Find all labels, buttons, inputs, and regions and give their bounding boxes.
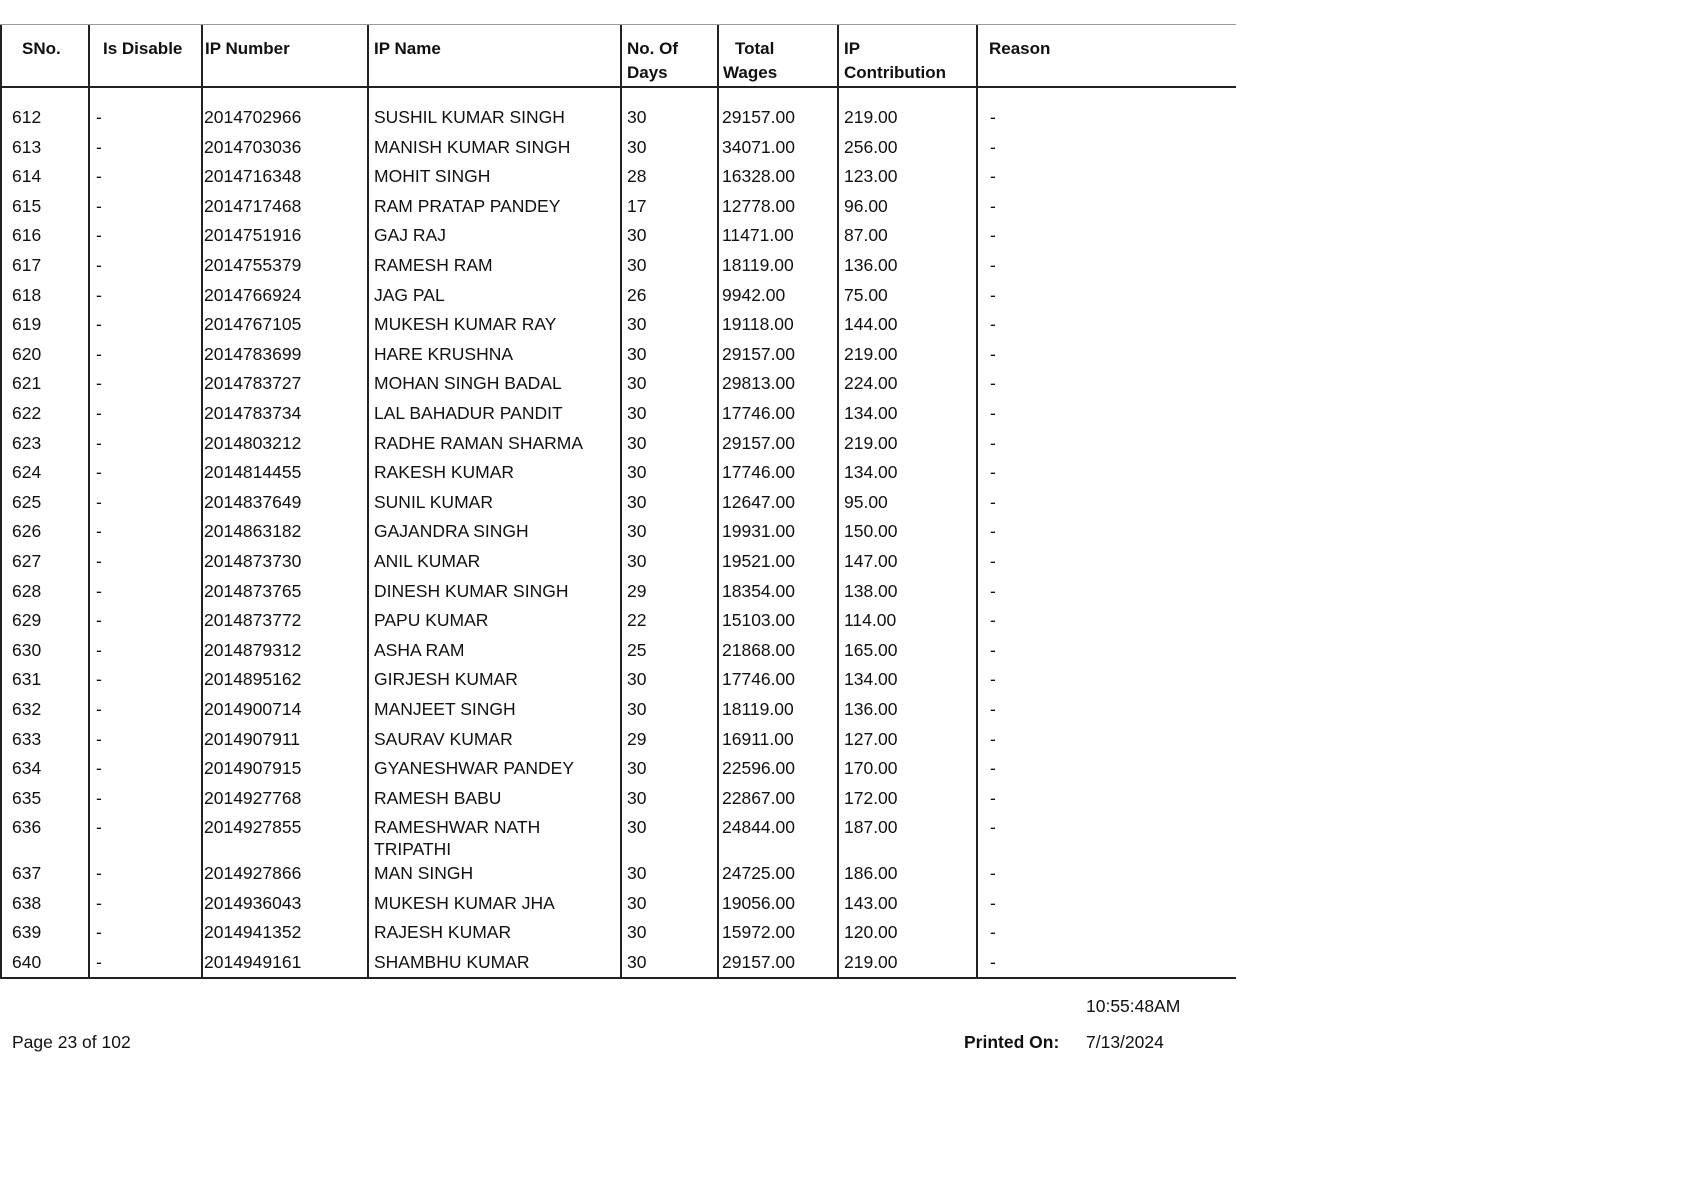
cell-total-wages: 16328.00 xyxy=(722,166,795,187)
cell-ip-contribution: 134.00 xyxy=(844,403,898,423)
cell-total-wages: 22596.00 xyxy=(722,758,795,779)
cell-is-disable: - xyxy=(96,255,102,275)
cell-is-disable: - xyxy=(96,699,102,719)
cell-ip-number: 2014803212 xyxy=(204,432,302,453)
cell-sno: 633 xyxy=(12,728,42,749)
cell-total-wages: 12647.00 xyxy=(722,491,795,512)
cell-sno: 632 xyxy=(12,699,42,719)
header-ip-number: IP Number xyxy=(205,39,290,58)
cell-ip-contribution: 224.00 xyxy=(844,373,898,394)
header-no-of-days-line1: No. Of xyxy=(627,39,678,58)
cell-is-disable: - xyxy=(96,343,102,364)
cell-ip-contribution: 134.00 xyxy=(844,669,898,690)
cell-is-disable: - xyxy=(96,521,102,542)
cell-is-disable: - xyxy=(96,551,102,571)
cell-ip-number: 2014941352 xyxy=(204,922,302,943)
cell-days: 30 xyxy=(627,314,647,335)
column-divider xyxy=(88,25,90,979)
cell-sno: 634 xyxy=(12,758,42,779)
header-no-of-days xyxy=(627,25,678,86)
cell-ip-name: RAJESH KUMAR xyxy=(374,922,512,943)
cell-days: 30 xyxy=(627,491,647,512)
cell-reason: - xyxy=(990,343,996,364)
cell-ip-name: GYANESHWAR PANDEY xyxy=(374,758,574,779)
cell-sno: 638 xyxy=(12,892,42,913)
cell-is-disable: - xyxy=(96,669,102,690)
cell-sno: 625 xyxy=(12,491,42,512)
cell-ip-contribution: 172.00 xyxy=(844,787,898,808)
cell-total-wages: 17746.00 xyxy=(722,462,795,483)
header-ip-contribution-line1: IP xyxy=(844,39,861,58)
cell-is-disable: - xyxy=(96,580,102,601)
header-ip-contribution xyxy=(844,25,946,86)
cell-is-disable: - xyxy=(96,166,102,187)
cell-ip-number: 2014783699 xyxy=(204,343,302,364)
cell-days: 30 xyxy=(627,343,647,364)
header-total-wages-line1: Total xyxy=(735,39,775,58)
cell-reason: - xyxy=(990,580,996,601)
cell-ip-contribution: 134.00 xyxy=(844,462,898,483)
cell-is-disable: - xyxy=(96,817,102,838)
cell-ip-name: GAJ RAJ xyxy=(374,225,446,246)
cell-reason: - xyxy=(990,951,996,972)
cell-sno: 612 xyxy=(12,107,42,127)
cell-ip-contribution: 87.00 xyxy=(844,225,888,246)
cell-ip-number: 2014907915 xyxy=(204,758,302,779)
cell-is-disable: - xyxy=(96,107,102,127)
cell-days: 30 xyxy=(627,432,647,453)
cell-ip-name: RAMESH BABU xyxy=(374,787,502,808)
cell-ip-name: MAN SINGH xyxy=(374,863,474,883)
cell-ip-number: 2014949161 xyxy=(204,951,302,972)
header-total-wages-line2: Wages xyxy=(723,63,778,82)
cell-total-wages: 19118.00 xyxy=(722,314,794,335)
cell-ip-number: 2014837649 xyxy=(204,491,302,512)
cell-ip-name: SUNIL KUMAR xyxy=(374,491,493,512)
cell-ip-name: MUKESH KUMAR JHA xyxy=(374,892,555,913)
cell-is-disable: - xyxy=(96,892,102,913)
cell-ip-contribution: 150.00 xyxy=(844,521,898,542)
cell-total-wages: 19931.00 xyxy=(722,521,795,542)
cell-sno: 621 xyxy=(12,373,42,394)
header-reason: Reason xyxy=(989,39,1051,58)
cell-ip-name: PAPU KUMAR xyxy=(374,610,489,631)
cell-ip-contribution: 136.00 xyxy=(844,255,898,275)
cell-ip-number: 2014814455 xyxy=(204,462,302,483)
cell-ip-contribution: 219.00 xyxy=(844,107,898,127)
cell-sno: 626 xyxy=(12,521,42,542)
cell-ip-contribution: 136.00 xyxy=(844,699,898,719)
cell-ip-number: 2014879312 xyxy=(204,639,302,660)
cell-ip-contribution: 187.00 xyxy=(844,817,898,838)
cell-sno: 620 xyxy=(12,343,42,364)
cell-is-disable: - xyxy=(96,373,102,394)
cell-ip-name: SUSHIL KUMAR SINGH xyxy=(374,107,565,127)
cell-is-disable: - xyxy=(96,491,102,512)
column-divider xyxy=(0,25,2,979)
cell-sno: 631 xyxy=(12,669,42,690)
cell-reason: - xyxy=(990,639,996,660)
column-divider xyxy=(717,25,719,979)
cell-ip-number: 2014702966 xyxy=(204,107,302,127)
cell-sno: 613 xyxy=(12,136,42,157)
cell-days: 25 xyxy=(627,639,647,660)
cell-reason: - xyxy=(990,432,996,453)
cell-sno: 630 xyxy=(12,639,42,660)
cell-reason: - xyxy=(990,758,996,779)
cell-days: 30 xyxy=(627,551,647,571)
cell-days: 30 xyxy=(627,462,647,483)
cell-total-wages: 18119.00 xyxy=(722,699,794,719)
cell-days: 30 xyxy=(627,255,647,275)
cell-ip-contribution: 127.00 xyxy=(844,728,898,749)
cell-ip-name: MUKESH KUMAR RAY xyxy=(374,314,557,335)
cell-ip-contribution: 123.00 xyxy=(844,166,898,187)
cell-is-disable: - xyxy=(96,284,102,305)
cell-ip-contribution: 170.00 xyxy=(844,758,898,779)
cell-ip-number: 2014717468 xyxy=(204,195,302,216)
cell-is-disable: - xyxy=(96,639,102,660)
cell-total-wages: 17746.00 xyxy=(722,403,795,423)
cell-sno: 618 xyxy=(12,284,42,305)
cell-days: 22 xyxy=(627,610,647,631)
cell-total-wages: 12778.00 xyxy=(722,195,795,216)
page-number: Page 23 of 102 xyxy=(12,1032,131,1052)
cell-reason: - xyxy=(990,225,996,246)
cell-reason: - xyxy=(990,255,996,275)
cell-sno: 615 xyxy=(12,195,42,216)
cell-sno: 619 xyxy=(12,314,42,335)
cell-total-wages: 21868.00 xyxy=(722,639,795,660)
printed-on-label: Printed On: xyxy=(964,1032,1060,1052)
header-ip-contribution-line2: Contribution xyxy=(844,63,946,82)
cell-reason: - xyxy=(990,787,996,808)
cell-ip-number: 2014751916 xyxy=(204,225,302,246)
cell-ip-contribution: 95.00 xyxy=(844,491,888,512)
cell-ip-name: RAMESHWAR NATH TRIPATHI xyxy=(374,817,541,860)
cell-ip-name: DINESH KUMAR SINGH xyxy=(374,580,569,601)
cell-reason: - xyxy=(990,462,996,483)
cell-reason: - xyxy=(990,136,996,157)
cell-total-wages: 11471.00 xyxy=(722,225,794,246)
header-is-disable: Is Disable xyxy=(103,39,183,58)
cell-days: 30 xyxy=(627,699,647,719)
cell-days: 30 xyxy=(627,951,647,972)
cell-sno: 624 xyxy=(12,462,42,483)
cell-sno: 622 xyxy=(12,403,42,423)
cell-total-wages: 29157.00 xyxy=(722,343,795,364)
cell-reason: - xyxy=(990,107,996,127)
cell-ip-contribution: 143.00 xyxy=(844,892,898,913)
cell-ip-name: RAKESH KUMAR xyxy=(374,462,515,483)
cell-reason: - xyxy=(990,728,996,749)
cell-sno: 617 xyxy=(12,255,42,275)
cell-days: 30 xyxy=(627,922,647,943)
header-sno: SNo. xyxy=(22,39,61,58)
cell-reason: - xyxy=(990,699,996,719)
cell-days: 29 xyxy=(627,728,647,749)
cell-sno: 614 xyxy=(12,166,42,187)
cell-sno: 629 xyxy=(12,610,42,631)
cell-ip-contribution: 186.00 xyxy=(844,863,898,883)
cell-reason: - xyxy=(990,922,996,943)
cell-total-wages: 16911.00 xyxy=(722,728,794,749)
printed-time: 10:55:48AM xyxy=(1086,996,1181,1016)
cell-sno: 636 xyxy=(12,817,42,838)
cell-ip-number: 2014873730 xyxy=(204,551,302,571)
cell-total-wages: 9942.00 xyxy=(722,284,786,305)
header-no-of-days-line2: Days xyxy=(627,63,668,82)
cell-ip-name: MANJEET SINGH xyxy=(374,699,516,719)
cell-total-wages: 29157.00 xyxy=(722,432,795,453)
cell-ip-number: 2014783734 xyxy=(204,403,302,423)
cell-ip-contribution: 165.00 xyxy=(844,639,898,660)
cell-ip-contribution: 138.00 xyxy=(844,580,898,601)
column-divider xyxy=(367,25,369,979)
cell-reason: - xyxy=(990,403,996,423)
cell-is-disable: - xyxy=(96,462,102,483)
cell-is-disable: - xyxy=(96,225,102,246)
cell-ip-name: GAJANDRA SINGH xyxy=(374,521,529,542)
cell-reason: - xyxy=(990,195,996,216)
cell-ip-number: 2014766924 xyxy=(204,284,302,305)
cell-ip-contribution: 75.00 xyxy=(844,284,888,305)
cell-ip-name: GIRJESH KUMAR xyxy=(374,669,518,690)
column-divider xyxy=(837,25,839,979)
cell-total-wages: 22867.00 xyxy=(722,787,795,808)
cell-sno: 628 xyxy=(12,580,42,601)
cell-ip-number: 2014863182 xyxy=(204,521,302,542)
cell-ip-number: 2014927855 xyxy=(204,817,302,838)
cell-days: 29 xyxy=(627,580,647,601)
cell-total-wages: 34071.00 xyxy=(722,136,795,157)
printed-on-date: 7/13/2024 xyxy=(1086,1032,1164,1052)
cell-ip-name: RAM PRATAP PANDEY xyxy=(374,195,561,216)
cell-ip-name: MOHIT SINGH xyxy=(374,166,491,187)
cell-ip-name: RAMESH RAM xyxy=(374,255,493,275)
cell-days: 30 xyxy=(627,758,647,779)
cell-ip-contribution: 144.00 xyxy=(844,314,898,335)
cell-ip-name: LAL BAHADUR PANDIT xyxy=(374,403,563,423)
cell-reason: - xyxy=(990,521,996,542)
cell-ip-name: HARE KRUSHNA xyxy=(374,343,514,364)
cell-reason: - xyxy=(990,166,996,187)
column-divider xyxy=(201,25,203,979)
cell-ip-name: RADHE RAMAN SHARMA xyxy=(374,432,584,453)
cell-sno: 639 xyxy=(12,922,42,943)
cell-ip-name: ANIL KUMAR xyxy=(374,551,481,571)
cell-ip-contribution: 114.00 xyxy=(844,610,897,631)
cell-days: 30 xyxy=(627,863,647,883)
cell-sno: 640 xyxy=(12,951,42,972)
cell-sno: 627 xyxy=(12,551,42,571)
cell-reason: - xyxy=(990,491,996,512)
cell-total-wages: 15103.00 xyxy=(722,610,795,631)
cell-total-wages: 29157.00 xyxy=(722,107,795,127)
cell-days: 30 xyxy=(627,107,647,127)
cell-is-disable: - xyxy=(96,314,102,335)
cell-ip-number: 2014703036 xyxy=(204,136,302,157)
cell-is-disable: - xyxy=(96,787,102,808)
column-divider xyxy=(976,25,978,979)
cell-reason: - xyxy=(990,817,996,838)
cell-ip-name: SAURAV KUMAR xyxy=(374,728,513,749)
cell-ip-contribution: 120.00 xyxy=(844,922,898,943)
cell-ip-number: 2014783727 xyxy=(204,373,302,394)
cell-is-disable: - xyxy=(96,195,102,216)
cell-reason: - xyxy=(990,610,996,631)
cell-ip-contribution: 256.00 xyxy=(844,136,898,157)
cell-ip-number: 2014755379 xyxy=(204,255,302,275)
cell-days: 30 xyxy=(627,817,647,838)
cell-total-wages: 29157.00 xyxy=(722,951,795,972)
cell-ip-number: 2014873765 xyxy=(204,580,302,601)
cell-total-wages: 29813.00 xyxy=(722,373,795,394)
cell-ip-contribution: 219.00 xyxy=(844,432,898,453)
cell-ip-number: 2014873772 xyxy=(204,610,302,631)
cell-reason: - xyxy=(990,314,996,335)
cell-ip-contribution: 219.00 xyxy=(844,951,898,972)
cell-reason: - xyxy=(990,669,996,690)
cell-ip-contribution: 147.00 xyxy=(844,551,898,571)
header-ip-name: IP Name xyxy=(374,39,441,58)
cell-is-disable: - xyxy=(96,610,102,631)
cell-is-disable: - xyxy=(96,432,102,453)
cell-total-wages: 24725.00 xyxy=(722,863,795,883)
cell-total-wages: 17746.00 xyxy=(722,669,795,690)
cell-days: 30 xyxy=(627,225,647,246)
cell-ip-name: MOHAN SINGH BADAL xyxy=(374,373,562,394)
cell-ip-number: 2014900714 xyxy=(204,699,302,719)
cell-ip-number: 2014936043 xyxy=(204,892,302,913)
cell-total-wages: 19521.00 xyxy=(722,551,795,571)
cell-days: 30 xyxy=(627,787,647,808)
cell-days: 30 xyxy=(627,136,647,157)
cell-days: 30 xyxy=(627,892,647,913)
cell-reason: - xyxy=(990,863,996,883)
cell-ip-number: 2014907911 xyxy=(204,728,301,749)
cell-sno: 616 xyxy=(12,225,42,246)
cell-is-disable: - xyxy=(96,728,102,749)
cell-days: 17 xyxy=(627,195,647,216)
cell-ip-number: 2014895162 xyxy=(204,669,302,690)
cell-total-wages: 18119.00 xyxy=(722,255,794,275)
cell-reason: - xyxy=(990,892,996,913)
cell-ip-number: 2014767105 xyxy=(204,314,302,335)
cell-sno: 637 xyxy=(12,863,42,883)
cell-reason: - xyxy=(990,284,996,305)
cell-reason: - xyxy=(990,551,996,571)
cell-ip-number: 2014716348 xyxy=(204,166,302,187)
cell-is-disable: - xyxy=(96,403,102,423)
cell-is-disable: - xyxy=(96,922,102,943)
cell-ip-name: SHAMBHU KUMAR xyxy=(374,951,530,972)
table-header xyxy=(0,25,1236,88)
header-total-wages xyxy=(723,25,778,86)
cell-is-disable: - xyxy=(96,758,102,779)
cell-is-disable: - xyxy=(96,136,102,157)
cell-total-wages: 18354.00 xyxy=(722,580,795,601)
table-bottom-rule xyxy=(0,977,1236,979)
cell-is-disable: - xyxy=(96,951,102,972)
cell-days: 30 xyxy=(627,521,647,542)
cell-sno: 623 xyxy=(12,432,42,453)
cell-reason: - xyxy=(990,373,996,394)
cell-ip-number: 2014927866 xyxy=(204,863,302,883)
cell-days: 28 xyxy=(627,166,647,187)
cell-days: 26 xyxy=(627,284,647,305)
cell-ip-number: 2014927768 xyxy=(204,787,302,808)
cell-ip-name: ASHA RAM xyxy=(374,639,465,660)
cell-ip-name: MANISH KUMAR SINGH xyxy=(374,136,571,157)
cell-ip-contribution: 96.00 xyxy=(844,195,888,216)
column-divider xyxy=(620,25,622,979)
cell-days: 30 xyxy=(627,373,647,394)
cell-days: 30 xyxy=(627,669,647,690)
cell-is-disable: - xyxy=(96,863,102,883)
cell-total-wages: 15972.00 xyxy=(722,922,795,943)
cell-ip-name: JAG PAL xyxy=(374,284,445,305)
cell-ip-contribution: 219.00 xyxy=(844,343,898,364)
cell-total-wages: 24844.00 xyxy=(722,817,795,838)
cell-total-wages: 19056.00 xyxy=(722,892,795,913)
cell-sno: 635 xyxy=(12,787,42,808)
cell-days: 30 xyxy=(627,403,647,423)
